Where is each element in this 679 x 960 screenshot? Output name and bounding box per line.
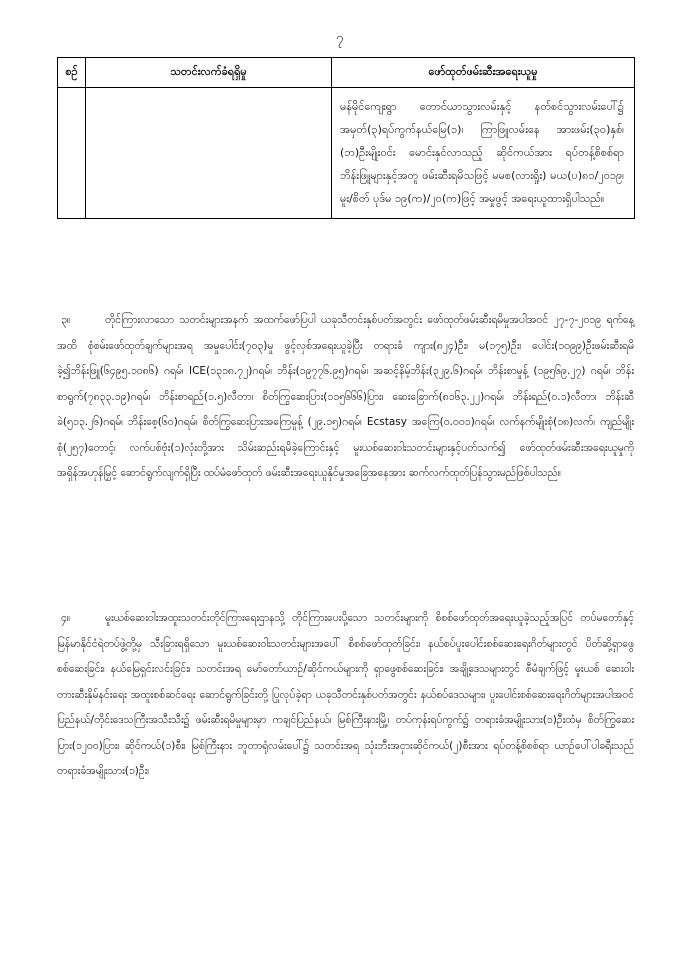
paragraph-4 [57,606,634,785]
table-header-row [58,58,635,88]
cell-action: မန်မိုင်ကျေးရွာ တောင်ယာသွားလမ်းနှင့် နတ်စင်သွားလမ်းပေါ်၌ အမှတ်(၃)ရပ်ကွက်နယ်မြေ(၁)၊ ကြာဖြူလမ်းနေ အားဖမ်း(၃၀)နှစ်၊ (ဘ)ဦးမျိုးဝင်း မောင်းနှင်လာသည့် ဆိုင်ကယ်အား ရပ်တန့်စိစစ်ရာ ဘိန်းဖြူများနှင့်အတူ ဖမ်းဆီးရမိသဖြင့် မမစ(လားရှိုး) မယ(ပ)၈၁/၂၀၁၉၊ မူး/စိတ် ပုဒ်မ ၁၉(က)/၂၀(က)ဖြင့် အမှုဖွင့် အရေးယူထားရှိပါသည်။ [332,88,635,219]
cell-information [86,88,332,219]
header-action: ဖော်ထုတ်ဖမ်းဆီးအရေးယူမှု [332,58,635,88]
header-seq: စဉ် [58,58,86,88]
paragraph-3 [57,308,634,487]
header-information: သတင်းလက်ခံရရှိမှု [86,58,332,88]
seizure-table [57,57,635,219]
paragraph-text: မူးယစ်ဆေးဝါးအထူးသတင်းတိုင်ကြားရေးဌာနသို့ တိုင်ကြားပေးပို့သော သတင်းများကို စိစစ်ဖော်ထုတ်အရေးယူခဲ့သည့်အပြင် တပ်မတော်နှင့် မြန်မာနိုင်ငံရဲတပ်ဖွဲ့တို့မှ သီးခြားရရှိသော မူးယစ်ဆေးဝါးသတင်းများအပေါ် စိစစ်ဖော်ထုတ်ခြင်း၊ နယ်စပ်ပူးပေါင်းစစ်ဆေးရေးဂိတ်များတွင် ပိတ်ဆို့ရှာဖွေစစ်ဆေးခြင်း၊ နယ်မြေရှင်းလင်းခြင်း၊ သတင်းအရ မော်တော်ယာဉ်/ဆိုင်ကယ်များကို ရှာဖွေစစ်ဆေးခြင်း၊ အချို့ဒေသများတွင် စီမံချက်ဖြင့် မူးယစ် ဆေးဝါးတားဆီးနှိမ်နင်းရေး အထူးစစ်ဆင်ရေး ဆောင်ရွက်ခြင်းတို့ ပြုလုပ်ခဲ့ရာ ယခုသီတင်းနှစ်ပတ်အတွင်း နယ်စပ်ဒေသများ၊ ပူးပေါင်းစစ်ဆေးရေးဂိတ်များအပါအဝင် ပြည်နယ်/တိုင်းဒေသကြီးအသီးသီး၌ ဖမ်းဆီးရမိမှုများမှာ ကချင်ပြည်နယ်၊ မြစ်ကြီးနားမြို့၊ တပ်ကုန်းရပ်ကွက်၌ တရားခံအမျိုးသား(၁)ဦးထံမှ စိတ်ကြွဆေးပြား(၁၂၀၀)ပြား၊ ဆိုင်ကယ်(၁)စီး၊ မြစ်ကြီးနား ဘူတာရုံလမ်းပေါ်၌ သတင်းအရ သုံးဘီးအငှားဆိုင်ကယ်(၂)စီးအား ရပ်တန့်စိစစ်ရာ ယာဉ်ပေါ်ပါခရီးသည် တရားခံအမျိုးသား(၁)ဦး၊ [57,612,634,777]
page-number: ၇ [335,31,344,46]
paragraph-number: ၃။ [61,314,71,326]
paragraph-number: ၄။ [61,612,71,624]
paragraph-text: တိုင်ကြားလာသော သတင်းများအနက် အထက်ဖော်ပြပါ ယခုသီတင်းနှစ်ပတ်အတွင်း ဖော်ထုတ်ဖမ်းဆီးရမိမှုအပါအဝင် ၂၇-၇-၂၀၁၉ ရက်နေ့အထိ စုံစမ်းဖော်ထုတ်ချက်များအရ အမှုပေါင်း(၇၀၃)မှု ဖွင့်လှစ်အရေးယူခဲ့ပြီး တရားခံ ကျား(၈၂၄)ဦး၊ မ(၁၇၅)ဦး၊ ပေါင်း(၁၀၉၉)ဦးဖမ်းဆီးရမိခဲ့၍ဘိန်းဖြူ(၆၄၉၅.၁၀၈၆) ဂရမ်၊ ICE(၁၃၁၈.၇၂)ဂရမ်၊ ဘိန်း(၁၉၇၇၆.၉၅)ဂရမ်၊ အဆင့်နိမ့်ဘိန်း(၃၂၉.၆)ဂရမ်၊ ဘိန်းစာမှုန့် (၁၉၅၆၉.၂၇) ဂရမ်၊ ဘိန်းစာရွက်(၇၈၃၃.၁၉)ဂရမ်၊ ဘိန်းစာရည်(၁.၅)လီတာ၊ စိတ်ကြွဆေးပြား(၁၁၅၆၆၆)ပြား၊ ဆေးခြောက်(၈၁၆၃.၂၂)ဂရမ်၊ ဘိန်းရည်(၀.၁)လီတာ၊ ဘိန်းဆီခဲ(၅၁၃.၂၆)ဂရမ်၊ ဘိန်းစေ့(၆၀)ဂရမ်၊ စိတ်ကြွဆေးပြားအကြေမှုန့် (၂၉.၁၅)ဂရမ်၊ Ecstasy အကြေ(၀.၀၀၁)ဂရမ်၊ လက်နက်မျိုးစုံ(၁၈)လက်၊ ကျည်မျိုးစုံ(၂၅၇)တောင့်၊ လက်ပစ်ဗုံး(၁)လုံးတို့အား သိမ်းဆည်းရမိခဲ့ကြောင်းနှင့် မူးယစ်ဆေးဝါးသတင်းများနှင့်ပတ်သက်၍ ဖော်ထုတ်ဖမ်းဆီးအရေးယူမှုကို အရှိန်အဟုန်မြှင့် ဆောင်ရွက်လျက်ရှိပြီး ထပ်မံဖော်ထုတ် ဖမ်းဆီးအရေးယူနိုင်မှုအခြေအနေအား ဆက်လက်ထုတ်ပြန်သွားမည်ဖြစ်ပါသည်။ [57,314,634,479]
cell-seq [58,88,86,219]
table-row [58,88,635,219]
